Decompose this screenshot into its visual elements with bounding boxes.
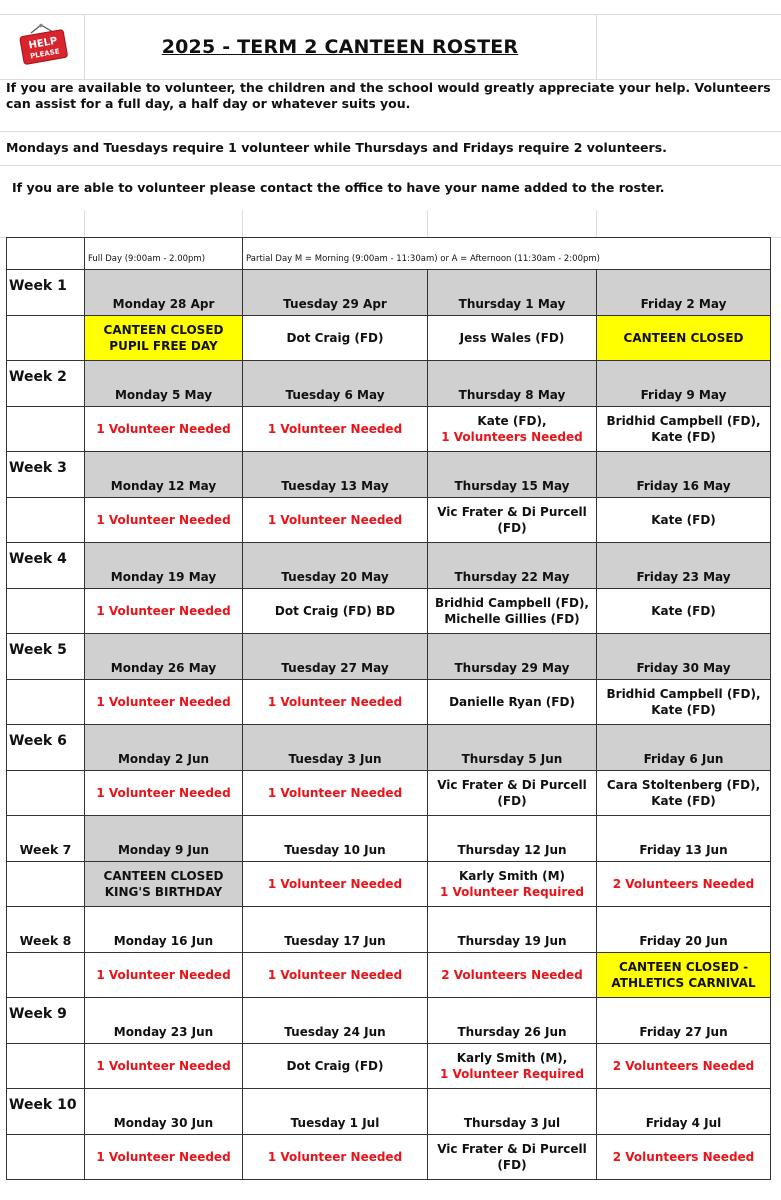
intro-paragraph: If you are available to volunteer, the children and the school would greatly appreciate your help. Volunteers can assist for a full day, a half day or whatever suits you. — [6, 80, 771, 111]
volunteer-cell — [428, 771, 597, 816]
volunteer-name-text: Cara Stoltenberg (FD), — [606, 778, 761, 792]
day-date-cell: Friday 2 May — [597, 270, 771, 316]
day-date-cell: Friday 23 May — [597, 543, 771, 589]
day-date-cell: Friday 9 May — [597, 361, 771, 407]
volunteer-cell — [243, 953, 428, 998]
volunteer-cell — [428, 316, 597, 361]
day-date-cell: Monday 28 Apr — [85, 270, 243, 316]
volunteer-cell — [428, 407, 597, 452]
volunteer-name-text: Kate (FD) — [651, 703, 716, 717]
week-volunteers-row — [7, 771, 771, 816]
week-label — [7, 907, 85, 953]
volunteer-cell — [428, 498, 597, 543]
week-volunteers-row — [7, 589, 771, 634]
volunteer-cell — [243, 498, 428, 543]
week-label-text: Week 6 — [9, 733, 67, 749]
day-date-cell: Tuesday 27 May — [243, 634, 428, 680]
volunteer-name-text: Karly Smith (M) — [458, 869, 566, 883]
header-logo-cell — [0, 15, 85, 79]
week-dates-row — [7, 270, 771, 316]
day-date-cell: Monday 16 Jun — [85, 907, 243, 953]
day-date-cell: Thursday 15 May — [428, 452, 597, 498]
volunteer-name-text: Kate (FD) — [651, 604, 716, 618]
volunteer-name-text: CANTEEN CLOSED - — [618, 960, 749, 974]
divider — [0, 131, 781, 132]
volunteer-name-text: Vic Frater & Di Purcell — [437, 1142, 587, 1156]
week-label — [7, 361, 85, 407]
volunteer-cell — [597, 771, 771, 816]
volunteer-needed-text: 1 Volunteer Needed — [267, 968, 403, 982]
day-date-cell: Thursday 8 May — [428, 361, 597, 407]
volunteer-cell — [597, 407, 771, 452]
volunteer-name-text: CANTEEN CLOSED — [103, 323, 224, 337]
volunteer-cell — [85, 1135, 243, 1180]
header-empty-cell — [596, 15, 781, 79]
day-date-cell: Friday 4 Jul — [597, 1089, 771, 1135]
volunteer-cell — [85, 771, 243, 816]
week-label — [7, 998, 85, 1044]
day-date-cell: Thursday 12 Jun — [428, 816, 597, 862]
volunteer-needed-text: 1 Volunteer Needed — [267, 786, 403, 800]
day-date-cell: Tuesday 6 May — [243, 361, 428, 407]
day-date-cell: Monday 9 Jun — [85, 816, 243, 862]
week-dates-row — [7, 452, 771, 498]
volunteer-needed-text: 1 Volunteer Needed — [96, 968, 231, 982]
volunteer-name-text: Bridhid Campbell (FD), — [434, 596, 589, 610]
week-dates-row — [7, 634, 771, 680]
volunteer-cell — [243, 771, 428, 816]
day-date-cell: Friday 13 Jun — [597, 816, 771, 862]
volunteer-needed-text: 2 Volunteers Needed — [612, 877, 755, 891]
week-blank-cell — [7, 680, 85, 725]
volunteer-cell — [428, 1044, 597, 1089]
volunteer-name-text: Kate (FD) — [651, 430, 716, 444]
volunteer-cell — [597, 862, 771, 907]
day-date-cell: Thursday 26 Jun — [428, 998, 597, 1044]
volunteer-needed-text: 1 Volunteer Needed — [267, 1150, 403, 1164]
volunteer-cell — [597, 1135, 771, 1180]
volunteer-needed-text: 1 Volunteer Required — [440, 1067, 584, 1081]
volunteer-cell — [243, 862, 428, 907]
volunteer-name-text: Michelle Gillies (FD) — [444, 612, 580, 626]
week-dates-row — [7, 907, 771, 953]
week-dates-row — [7, 998, 771, 1044]
volunteer-cell — [597, 1044, 771, 1089]
week-label-text: Week 5 — [9, 642, 67, 658]
day-date-cell: Friday 6 Jun — [597, 725, 771, 771]
week-blank-cell — [7, 407, 85, 452]
volunteer-needed-text: 1 Volunteer Needed — [96, 695, 231, 709]
day-date-cell: Tuesday 29 Apr — [243, 270, 428, 316]
week-dates-row — [7, 725, 771, 771]
week-volunteers-row — [7, 953, 771, 998]
week-label-text: Week 10 — [9, 1097, 77, 1113]
week-label — [7, 634, 85, 680]
volunteer-cell — [243, 316, 428, 361]
day-date-cell: Thursday 5 Jun — [428, 725, 597, 771]
day-date-cell: Friday 27 Jun — [597, 998, 771, 1044]
help-please-sign-icon — [17, 23, 71, 67]
legend-partial-day: Partial Day M = Morning (9:00am - 11:30am) or A = Afternoon (11:30am - 2:00pm) — [243, 238, 771, 270]
volunteer-name-text: Bridhid Campbell (FD), — [606, 687, 761, 701]
week-blank-cell — [7, 1044, 85, 1089]
volunteer-name-text: Jess Wales (FD) — [459, 331, 565, 345]
volunteer-cell — [243, 1135, 428, 1180]
day-date-cell: Monday 26 May — [85, 634, 243, 680]
volunteer-name-text: Bridhid Campbell (FD), — [606, 414, 761, 428]
volunteer-name-text: Dot Craig (FD) BD — [274, 604, 396, 618]
week-blank-cell — [7, 589, 85, 634]
day-date-cell: Tuesday 17 Jun — [243, 907, 428, 953]
volunteer-needed-text: 1 Volunteer Needed — [267, 422, 403, 436]
week-label — [7, 725, 85, 771]
day-date-cell: Thursday 29 May — [428, 634, 597, 680]
volunteer-needed-text: 1 Volunteer Needed — [96, 513, 231, 527]
divider — [0, 165, 781, 166]
volunteer-needed-text: 1 Volunteer Needed — [267, 513, 403, 527]
volunteer-name-text: Karly Smith (M), — [456, 1051, 568, 1065]
day-date-cell: Thursday 1 May — [428, 270, 597, 316]
volunteer-cell — [85, 498, 243, 543]
volunteer-cell — [85, 589, 243, 634]
volunteer-name-text: PUPIL FREE DAY — [109, 339, 218, 353]
week-label-text: Week 2 — [9, 369, 67, 385]
week-blank-cell — [7, 316, 85, 361]
volunteer-cell — [428, 589, 597, 634]
day-date-cell: Monday 2 Jun — [85, 725, 243, 771]
volunteer-name-text: Kate (FD) — [651, 513, 716, 527]
week-label — [7, 1089, 85, 1135]
volunteer-name-text: (FD) — [497, 794, 527, 808]
week-volunteers-row — [7, 1135, 771, 1180]
week-volunteers-row — [7, 862, 771, 907]
week-label-text: Week 1 — [9, 278, 67, 294]
day-date-cell: Friday 20 Jun — [597, 907, 771, 953]
volunteer-cell — [428, 953, 597, 998]
volunteer-cell — [85, 953, 243, 998]
roster-table — [6, 237, 771, 1180]
legend-row — [7, 238, 771, 270]
day-date-cell: Tuesday 13 May — [243, 452, 428, 498]
legend-full-day: Full Day (9:00am - 2.00pm) — [85, 238, 243, 270]
volunteer-cell — [243, 680, 428, 725]
volunteer-needed-text: 2 Volunteers Needed — [612, 1059, 755, 1073]
week-blank-cell — [7, 953, 85, 998]
volunteer-cell — [428, 862, 597, 907]
week-label-text: Week 9 — [9, 1006, 67, 1022]
day-date-cell: Tuesday 10 Jun — [243, 816, 428, 862]
week-volunteers-row — [7, 680, 771, 725]
week-dates-row — [7, 1089, 771, 1135]
day-date-cell: Tuesday 20 May — [243, 543, 428, 589]
volunteer-name-text: Vic Frater & Di Purcell — [437, 505, 587, 519]
week-label — [7, 816, 85, 862]
volunteer-cell — [597, 953, 771, 998]
week-label — [7, 270, 85, 316]
volunteer-cell — [428, 680, 597, 725]
volunteer-cell — [597, 498, 771, 543]
day-date-cell: Tuesday 24 Jun — [243, 998, 428, 1044]
volunteer-name-text: ATHLETICS CARNIVAL — [611, 976, 756, 990]
volunteer-needed-text: 1 Volunteer Needed — [96, 1059, 231, 1073]
day-date-cell: Monday 19 May — [85, 543, 243, 589]
volunteer-cell — [85, 407, 243, 452]
week-volunteers-row — [7, 1044, 771, 1089]
week-label-text: Week 7 — [19, 842, 72, 857]
volunteer-needed-text: 1 Volunteer Needed — [96, 422, 231, 436]
volunteer-name-text: (FD) — [497, 521, 527, 535]
week-dates-row — [7, 361, 771, 407]
day-date-cell: Monday 5 May — [85, 361, 243, 407]
volunteer-cell — [243, 589, 428, 634]
volunteer-cell — [428, 1135, 597, 1180]
week-volunteers-row — [7, 498, 771, 543]
header-row — [0, 14, 781, 80]
volunteer-cell — [243, 407, 428, 452]
week-dates-row — [7, 543, 771, 589]
day-date-cell: Friday 30 May — [597, 634, 771, 680]
day-date-cell: Monday 30 Jun — [85, 1089, 243, 1135]
volunteer-needed-text: 2 Volunteers Needed — [441, 968, 583, 982]
day-date-cell: Thursday 19 Jun — [428, 907, 597, 953]
volunteer-needed-text: 1 Volunteer Needed — [96, 786, 231, 800]
week-volunteers-row — [7, 407, 771, 452]
week-label-text: Week 4 — [9, 551, 67, 567]
volunteer-needed-text: 1 Volunteer Needed — [267, 877, 403, 891]
volunteer-needed-text: 1 Volunteer Needed — [96, 604, 231, 618]
week-blank-cell — [7, 498, 85, 543]
page-title: 2025 - TERM 2 CANTEEN ROSTER — [161, 36, 519, 58]
volunteer-cell — [85, 316, 243, 361]
spacer-row — [0, 210, 781, 238]
volunteer-needed-text: 1 Volunteer Needed — [267, 695, 403, 709]
day-date-cell: Tuesday 1 Jul — [243, 1089, 428, 1135]
volunteer-needed-text: 1 Volunteer Required — [440, 885, 584, 899]
day-date-cell: Friday 16 May — [597, 452, 771, 498]
day-date-cell: Thursday 3 Jul — [428, 1089, 597, 1135]
week-blank-cell — [7, 771, 85, 816]
day-date-cell: Thursday 22 May — [428, 543, 597, 589]
week-blank-cell — [7, 1135, 85, 1180]
volunteer-requirements: Mondays and Tuesdays require 1 volunteer while Thursdays and Fridays require 2 volunteers. — [6, 140, 667, 155]
volunteer-name-text: Danielle Ryan (FD) — [449, 695, 575, 709]
volunteer-name-text: (FD) — [497, 1158, 527, 1172]
logo-text-bottom: PLEASE — [29, 47, 61, 61]
volunteer-cell — [85, 1044, 243, 1089]
volunteer-cell — [85, 862, 243, 907]
week-volunteers-row — [7, 316, 771, 361]
contact-instructions: If you are able to volunteer please contact the office to have your name added to the roster. — [12, 180, 665, 195]
volunteer-name-text: Kate (FD), — [477, 414, 547, 428]
day-date-cell: Monday 23 Jun — [85, 998, 243, 1044]
volunteer-name-text: Dot Craig (FD) — [286, 1059, 384, 1073]
volunteer-cell — [597, 680, 771, 725]
legend-empty-cell — [7, 238, 85, 270]
volunteer-needed-text: 1 Volunteer Needed — [96, 1150, 231, 1164]
volunteer-cell — [597, 589, 771, 634]
week-label — [7, 543, 85, 589]
volunteer-name-text: Vic Frater & Di Purcell — [437, 778, 587, 792]
volunteer-needed-text: 2 Volunteers Needed — [612, 1150, 755, 1164]
day-date-cell: Monday 12 May — [85, 452, 243, 498]
day-date-cell: Tuesday 3 Jun — [243, 725, 428, 771]
volunteer-cell — [85, 680, 243, 725]
volunteer-name-text: Dot Craig (FD) — [286, 331, 384, 345]
week-label-text: Week 8 — [19, 933, 72, 948]
volunteer-name-text: KING'S BIRTHDAY — [104, 885, 223, 899]
volunteer-name-text: CANTEEN CLOSED — [103, 869, 224, 883]
volunteer-cell — [597, 316, 771, 361]
week-blank-cell — [7, 862, 85, 907]
week-dates-row — [7, 816, 771, 862]
volunteer-name-text: CANTEEN CLOSED — [623, 331, 744, 345]
volunteer-name-text: Kate (FD) — [651, 794, 716, 808]
logo-text-top: HELP — [27, 35, 59, 52]
week-label-text: Week 3 — [9, 460, 67, 476]
week-label — [7, 452, 85, 498]
volunteer-needed-text: 1 Volunteers Needed — [441, 430, 583, 444]
volunteer-cell — [243, 1044, 428, 1089]
